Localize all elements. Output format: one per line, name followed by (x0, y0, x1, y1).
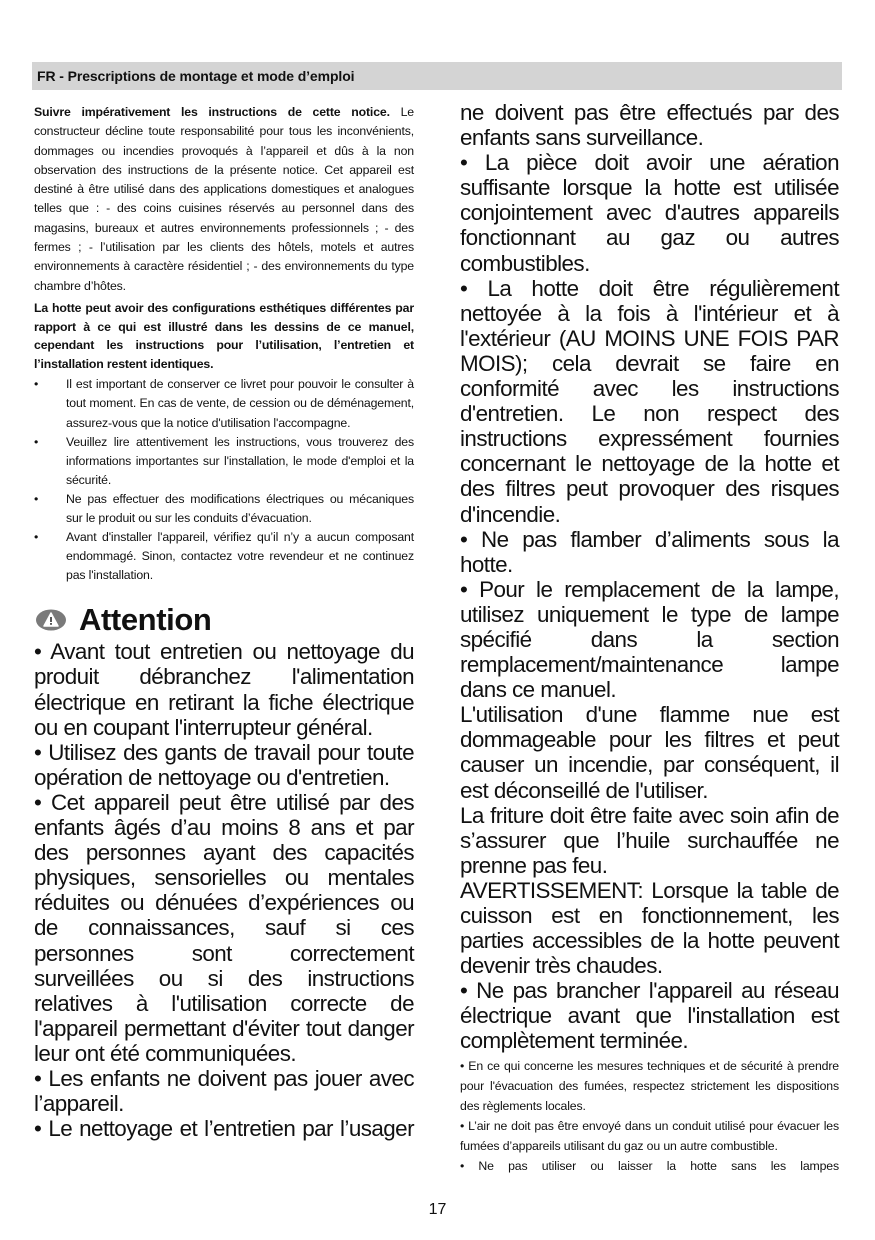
attention-title: Attention (79, 602, 212, 638)
paragraph: L'utilisation d'une flamme nue est dommageable pour les filtres et peut causer un incendie, par conséquent, il est déconseillé de l'utiliser. (460, 702, 839, 803)
section-header (32, 62, 842, 90)
paragraph: ne doivent pas être effectués par des enfants sans surveillance. (460, 100, 839, 151)
bullet-list (34, 375, 414, 585)
paragraph: • Ne pas flamber d’aliments sous la hotte. (460, 526, 839, 577)
attention-item: • Utilisez des gants de travail pour toute opération de nettoyage ou d'entretien. (34, 739, 414, 790)
attention-item: • Le nettoyage et l’entretien par l’usager (34, 1116, 414, 1142)
small-paragraph: • En ce qui concerne les mesures techniques et de sécurité à prendre pour l'évacuation des fumées, respectez strictement les dispositions des règlements locales. (460, 1058, 839, 1113)
paragraph: • Ne pas brancher l'appareil au réseau électrique avant que l'installation est complètement terminée. (460, 978, 839, 1054)
paragraph: • Pour le remplacement de la lampe, utilisez uniquement le type de lampe spécifié dans la section remplacement/maintenance lampe dans ce manuel. (460, 576, 839, 703)
left-column (34, 103, 414, 1141)
attention-list (34, 639, 414, 1141)
config-paragraph: La hotte peut avoir des configurations esthétiques différentes par rapport à ce qui est illustré dans les dessins de ce manuel, cependant les instructions pour l’utilisation, l’entretien et l’installation restent identiques. (34, 300, 414, 371)
intro-bold: Suivre impérativement les instructions de cette notice. (34, 105, 390, 119)
attention-item: • Avant tout entretien ou nettoyage du produit débranchez l'alimentation électrique en retirant la fiche électrique ou en coupant l'interrupteur général. (34, 639, 414, 740)
paragraph: AVERTISSEMENT: Lorsque la table de cuisson est en fonctionnement, les parties accessibles de la hotte peuvent devenir très chaudes. (460, 877, 839, 979)
page-number: 17 (428, 1201, 447, 1218)
warning-icon (35, 608, 67, 632)
small-paragraph: • Ne pas utiliser ou laisser la hotte sans les lampes (460, 1158, 839, 1173)
list-item: • Veuillez lire attentivement les instructions, vous trouverez des informations importantes sur l'installation, le mode d'emploi et la sécurité. (34, 433, 414, 490)
paragraph: La friture doit être faite avec soin afin de s’assurer que l’huile surchauffée ne prenne pas feu. (460, 802, 839, 878)
intro-paragraph (34, 103, 414, 296)
attention-item: • Les enfants ne doivent pas jouer avec l’appareil. (34, 1065, 414, 1117)
list-item: • Avant d'installer l'appareil, vérifiez qu’il n’y a aucun composant endommagé. Sinon, contactez votre revendeur et ne continuez pas l'installation. (34, 528, 414, 585)
right-column (460, 100, 839, 1176)
intro-text: Le constructeur décline toute responsabilité pour tous les inconvénients, dommages ou incendies provoqués à l’appareil et dûs à la non observation des instructions de la présente notice. Cet appareil est destiné à être utilisé dans des applications domestiques et analogues telles que : - des coins cuisines réservés au personnel dans des magasins, bureaux et autres environnements professionnels ; - des fermes ; - l’utilisation par les clients des hôtels, motels et autres environnements à caractère résidentiel ; - des environnements du type chambre d’hôtes. (34, 105, 414, 293)
list-item: • Il est important de conserver ce livret pour pouvoir le consulter à tout moment. En cas de vente, de cession ou de déménagement, assurez-vous que la notice d'utilisation l'accompagne. (34, 375, 414, 432)
paragraph: • La pièce doit avoir une aération suffisante lorsque la hotte est utilisée conjointement avec d'autres appareils fonctionnant au gaz ou autres combustibles. (460, 150, 839, 276)
attention-heading (34, 601, 414, 639)
list-item: • Ne pas effectuer des modifications électriques ou mécaniques sur le produit ou sur les conduits d’évacuation. (34, 490, 414, 528)
small-paragraph: • L’air ne doit pas être envoyé dans un conduit utilisé pour évacuer les fumées d’appareils utilisant du gaz ou un autre combustible. (460, 1118, 839, 1153)
section-title: FR - Prescriptions de montage et mode d’emploi (37, 68, 355, 84)
attention-item: • Cet appareil peut être utilisé par des enfants âgés d’au moins 8 ans et par des personnes ayant des capacités physiques, sensorielles ou mentales réduites ou dénuées d’expériences ou de connaissances, sauf si ces personnes sont correctement surveillées ou si des instructions relatives à l'utilisation correcte de l'appareil permettant d'éviter tout danger leur ont été communiquées. (34, 789, 414, 1066)
paragraph: • La hotte doit être régulièrement nettoyée à la fois à l'intérieur et à l'extérieur (AU MOINS UNE FOIS PAR MOIS); cela devrait se faire en conformité avec les instructions d'entretien. Le non respect des instructions expressément fournies concernant le nettoyage de la hotte et des filtres peut provoquer des risques d'incendie. (460, 275, 839, 527)
